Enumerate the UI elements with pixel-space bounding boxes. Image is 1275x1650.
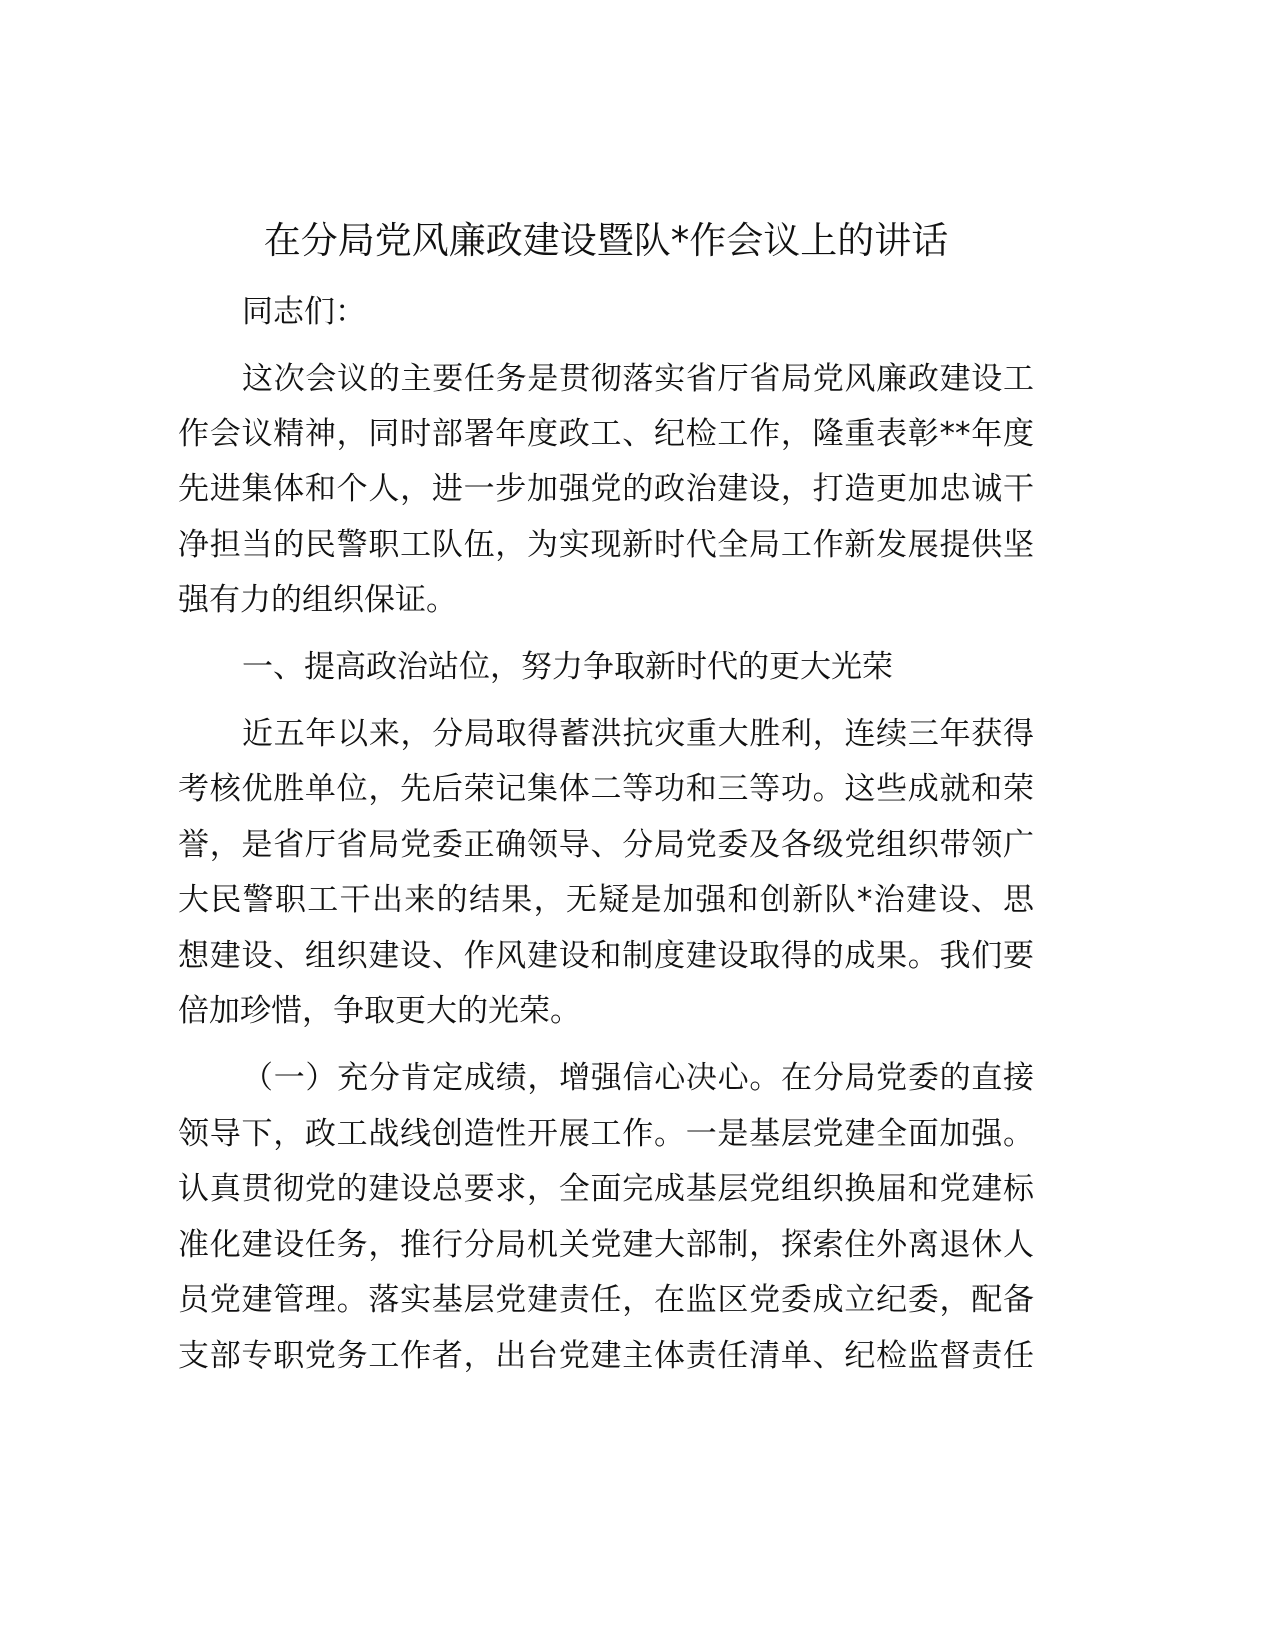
section-heading: 一、提高政治站位，努力争取新时代的更大光荣 (242, 649, 893, 685)
text-line: （一）充分肯定成绩，增强信心决心。在分局党委的直接 (242, 1060, 1034, 1096)
text-line: 近五年以来，分局取得蓄洪抗灾重大胜利，连续三年获得 (242, 716, 1034, 752)
text-line: 认真贯彻党的建设总要求，全面完成基层党组织换届和党建标 (178, 1171, 1034, 1207)
text-line: 大民警职工干出来的结果，无疑是加强和创新队*治建设、思 (178, 882, 1034, 918)
text-line: 这次会议的主要任务是贯彻落实省厅省局党风廉政建设工 (242, 361, 1034, 397)
text-line: 考核优胜单位，先后荣记集体二等功和三等功。这些成就和荣 (178, 771, 1034, 807)
document-title: 在分局党风廉政建设暨队*作会议上的讲话 (263, 219, 949, 262)
text-line: 员党建管理。落实基层党建责任，在监区党委成立纪委，配备 (178, 1282, 1034, 1318)
text-line: 作会议精神，同时部署年度政工、纪检工作，隆重表彰**年度 (178, 416, 1034, 452)
text-line: 强有力的组织保证。 (178, 582, 457, 618)
text-line: 净担当的民警职工队伍，为实现新时代全局工作新发展提供坚 (178, 527, 1034, 563)
text-line: 先进集体和个人，进一步加强党的政治建设，打造更加忠诚干 (178, 471, 1034, 507)
text-line: 准化建设任务，推行分局机关党建大部制，探索住外离退休人 (178, 1227, 1034, 1263)
text-line: 誉，是省厅省局党委正确领导、分局党委及各级党组织带领广 (178, 827, 1034, 863)
salutation: 同志们： (242, 294, 366, 330)
text-line: 想建设、组织建设、作风建设和制度建设取得的成果。我们要 (178, 938, 1034, 974)
text-line: 倍加珍惜，争取更大的光荣。 (178, 993, 581, 1029)
text-line: 支部专职党务工作者，出台党建主体责任清单、纪检监督责任 (178, 1338, 1034, 1374)
text-line: 领导下，政工战线创造性开展工作。一是基层党建全面加强。 (178, 1116, 1034, 1152)
